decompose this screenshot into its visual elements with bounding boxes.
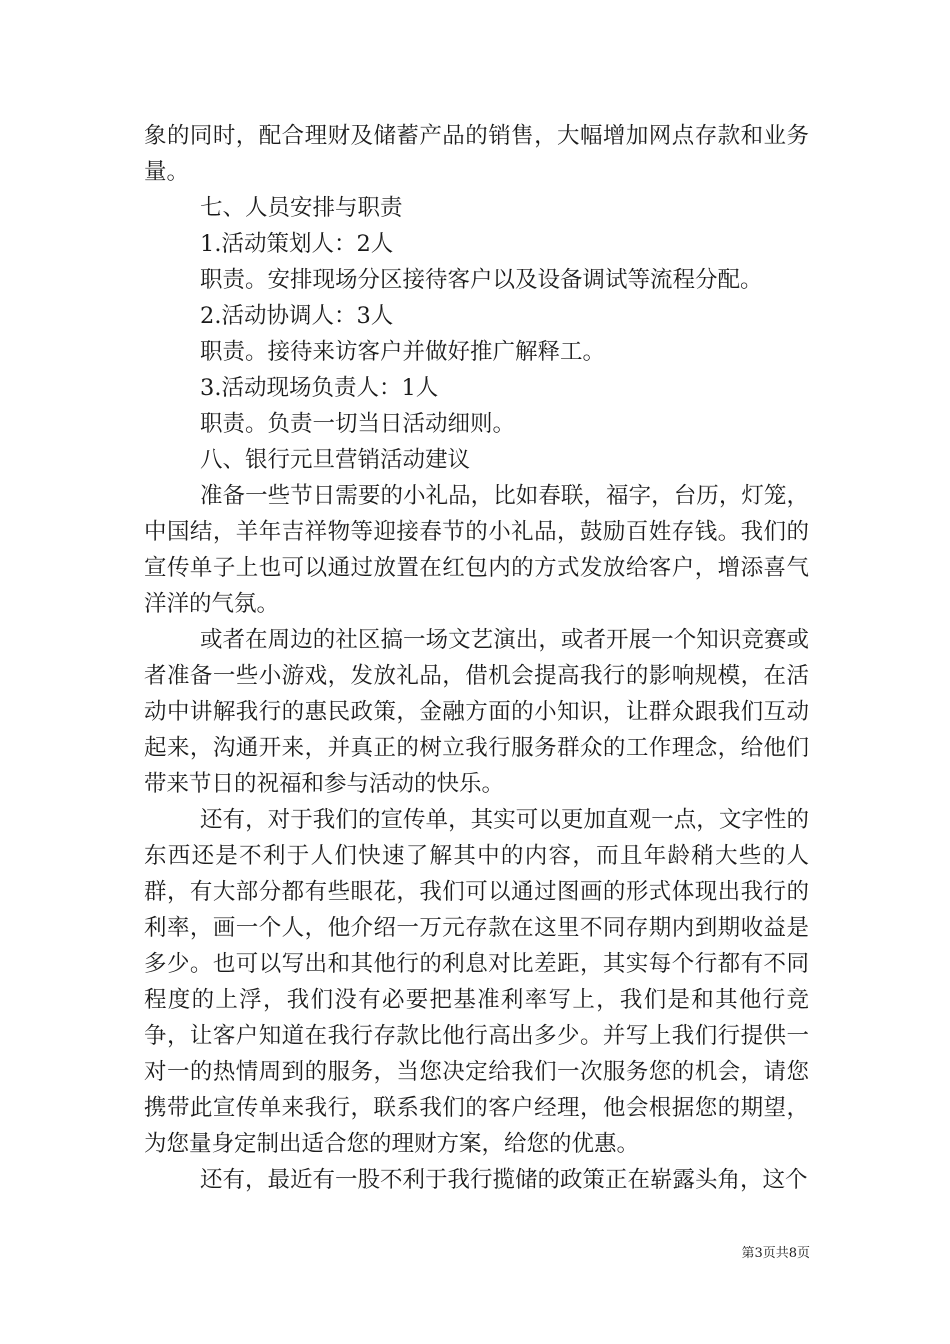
section-heading-staffing: 七、人员安排与职责 — [200, 195, 403, 221]
list-item: 2.活动协调人：3人 — [200, 303, 394, 329]
body-paragraph: 准备一些节日需要的小礼品，比如春联，福字，台历，灯笼，中国结，羊年吉祥物等迎接春节的小礼品，鼓励百姓存钱。我们的宣传单子上也可以通过放置在红包内的方式发放给客户，增添喜气洋洋的气氛。 — [144, 483, 809, 617]
list-item: 3.活动现场负责人：1人 — [200, 375, 439, 401]
list-item: 1.活动策划人：2人 — [200, 231, 394, 257]
list-item: 职责。安排现场分区接待客户以及设备调试等流程分配。 — [200, 267, 763, 293]
body-paragraph: 还有，最近有一股不利于我行揽储的政策正在崭露头角，这个 — [200, 1167, 808, 1193]
body-paragraph: 还有，对于我们的宣传单，其实可以更加直观一点，文字性的东西还是不利于人们快速了解其中的内容，而且年龄稍大些的人群，有大部分都有些眼花，我们可以通过图画的形式体现出我行的利率，画一个人，他介绍一万元存款在这里不同存期内到期收益是多少。也可以写出和其他行的利息对比差距，其实每个行都有不同程度的上浮，我们没有必要把基准利率写上，我们是和其他行竞争，让客户知道在我行存款比他行高出多少。并写上我们行提供一对一的热情周到的服务，当您决定给我们一次服务您的机会，请您携带此宣传单来我行，联系我们的客户经理，他会根据您的期望，为您量身定制出适合您的理财方案，给您的优惠。 — [144, 807, 809, 1157]
paragraph-continuation: 象的同时，配合理财及储蓄产品的销售，大幅增加网点存款和业务量。 — [144, 123, 809, 185]
list-item: 职责。负责一切当日活动细则。 — [200, 411, 516, 437]
list-item: 职责。接待来访客户并做好推广解释工。 — [200, 339, 606, 365]
body-paragraph: 或者在周边的社区搞一场文艺演出，或者开展一个知识竞赛或者准备一些小游戏，发放礼品，借机会提高我行的影响规模，在活动中讲解我行的惠民政策，金融方面的小知识，让群众跟我们互动起来，沟通开来，并真正的树立我行服务群众的工作理念，给他们带来节日的祝福和参与活动的快乐。 — [144, 627, 809, 797]
page-number-footer: 第3页共8页 — [741, 1246, 810, 1261]
document-body — [144, 118, 809, 1198]
section-heading-suggestions: 八、银行元旦营销活动建议 — [200, 447, 471, 473]
